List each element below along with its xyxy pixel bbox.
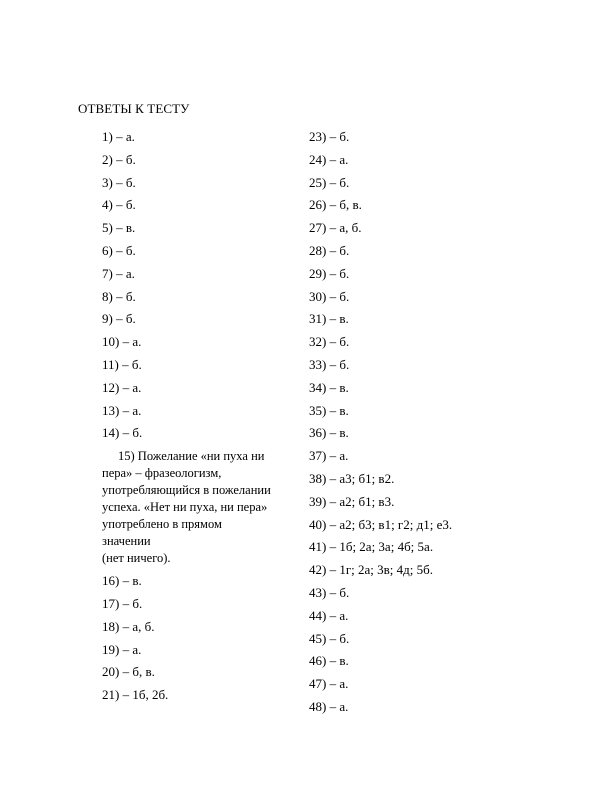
answer-item: 20) – б, в.	[102, 664, 155, 680]
answer-item: 31) – в.	[309, 311, 349, 327]
answer-item: 32) – б.	[309, 334, 350, 350]
answer-item: 9) – б.	[102, 311, 136, 327]
answer-item: 30) – б.	[309, 288, 350, 304]
explanation-line: 15) Пожелание «ни пуха ни	[118, 449, 265, 464]
answer-item: 25) – б.	[309, 174, 350, 190]
answer-item: 33) – б.	[309, 356, 350, 372]
answer-item: 37) – а.	[309, 448, 349, 464]
answer-item: 23) – б.	[309, 129, 350, 144]
answer-item: 24) – а.	[309, 151, 349, 167]
answer-item: 12) – а.	[102, 379, 142, 395]
answer-item: 6) – б.	[102, 242, 136, 258]
answer-item: 7) – а.	[102, 265, 135, 281]
answer-item: 44) – а.	[309, 607, 349, 623]
answer-item: 28) – б.	[309, 242, 350, 258]
answer-item: 27) – а, б.	[309, 220, 362, 236]
answer-item: 35) – в.	[309, 402, 349, 418]
answer-item: 39) – а2; б1; в3.	[309, 493, 395, 509]
answer-item: 46) – в.	[309, 653, 349, 669]
explanation-line: пера» – фразеологизм,	[102, 466, 222, 481]
answers-left-column	[102, 129, 302, 710]
answer-item: 10) – а.	[102, 334, 142, 350]
answer-item: 14) – б.	[102, 425, 143, 441]
answer-item: 11) – б.	[102, 356, 142, 372]
answer-item: 41) – 1б; 2а; 3а; 4б; 5а.	[309, 539, 434, 555]
answer-item: 45) – б.	[309, 630, 350, 646]
explanation-line: (нет ничего).	[102, 551, 171, 566]
answer-item: 18) – а, б.	[102, 618, 155, 634]
answer-item: 47) – а.	[309, 676, 349, 692]
answer-item: 16) – в.	[102, 573, 142, 589]
answer-item: 43) – б.	[309, 584, 350, 600]
answer-item: 42) – 1г; 2а; 3в; 4д; 5б.	[309, 562, 433, 578]
answer-item: 13) – а.	[102, 402, 142, 418]
answer-item: 8) – б.	[102, 288, 136, 304]
answer-item: 17) – б.	[102, 595, 143, 611]
answer-item: 48) – а.	[309, 698, 349, 714]
page-title: ОТВЕТЫ К ТЕСТУ	[78, 101, 190, 116]
answers-right-column	[309, 129, 529, 722]
answer-item: 5) – в.	[102, 220, 136, 236]
explanation-line: употребляющийся в пожелании	[102, 483, 271, 498]
answer-item: 38) – а3; б1; в2.	[309, 470, 395, 486]
answer-item: 34) – в.	[309, 379, 349, 395]
answer-item: 29) – б.	[309, 265, 350, 281]
explanation-line: значении	[102, 534, 151, 549]
answer-item: 21) – 1б, 2б.	[102, 687, 169, 703]
answer-item: 26) – б, в.	[309, 197, 362, 213]
answer-item: 40) – а2; б3; в1; г2; д1; е3.	[309, 516, 453, 532]
answer-item: 2) – б.	[102, 151, 136, 167]
explanation-line: употреблено в прямом	[102, 517, 222, 532]
answer-item: 1) – а.	[102, 129, 135, 144]
answer-15-explanation	[102, 448, 292, 567]
answer-item: 19) – а.	[102, 641, 142, 657]
answer-item: 36) – в.	[309, 425, 349, 441]
explanation-line: успеха. «Нет ни пуха, ни пера»	[102, 500, 268, 515]
answer-item: 3) – б.	[102, 174, 136, 190]
answer-item: 4) – б.	[102, 197, 136, 213]
